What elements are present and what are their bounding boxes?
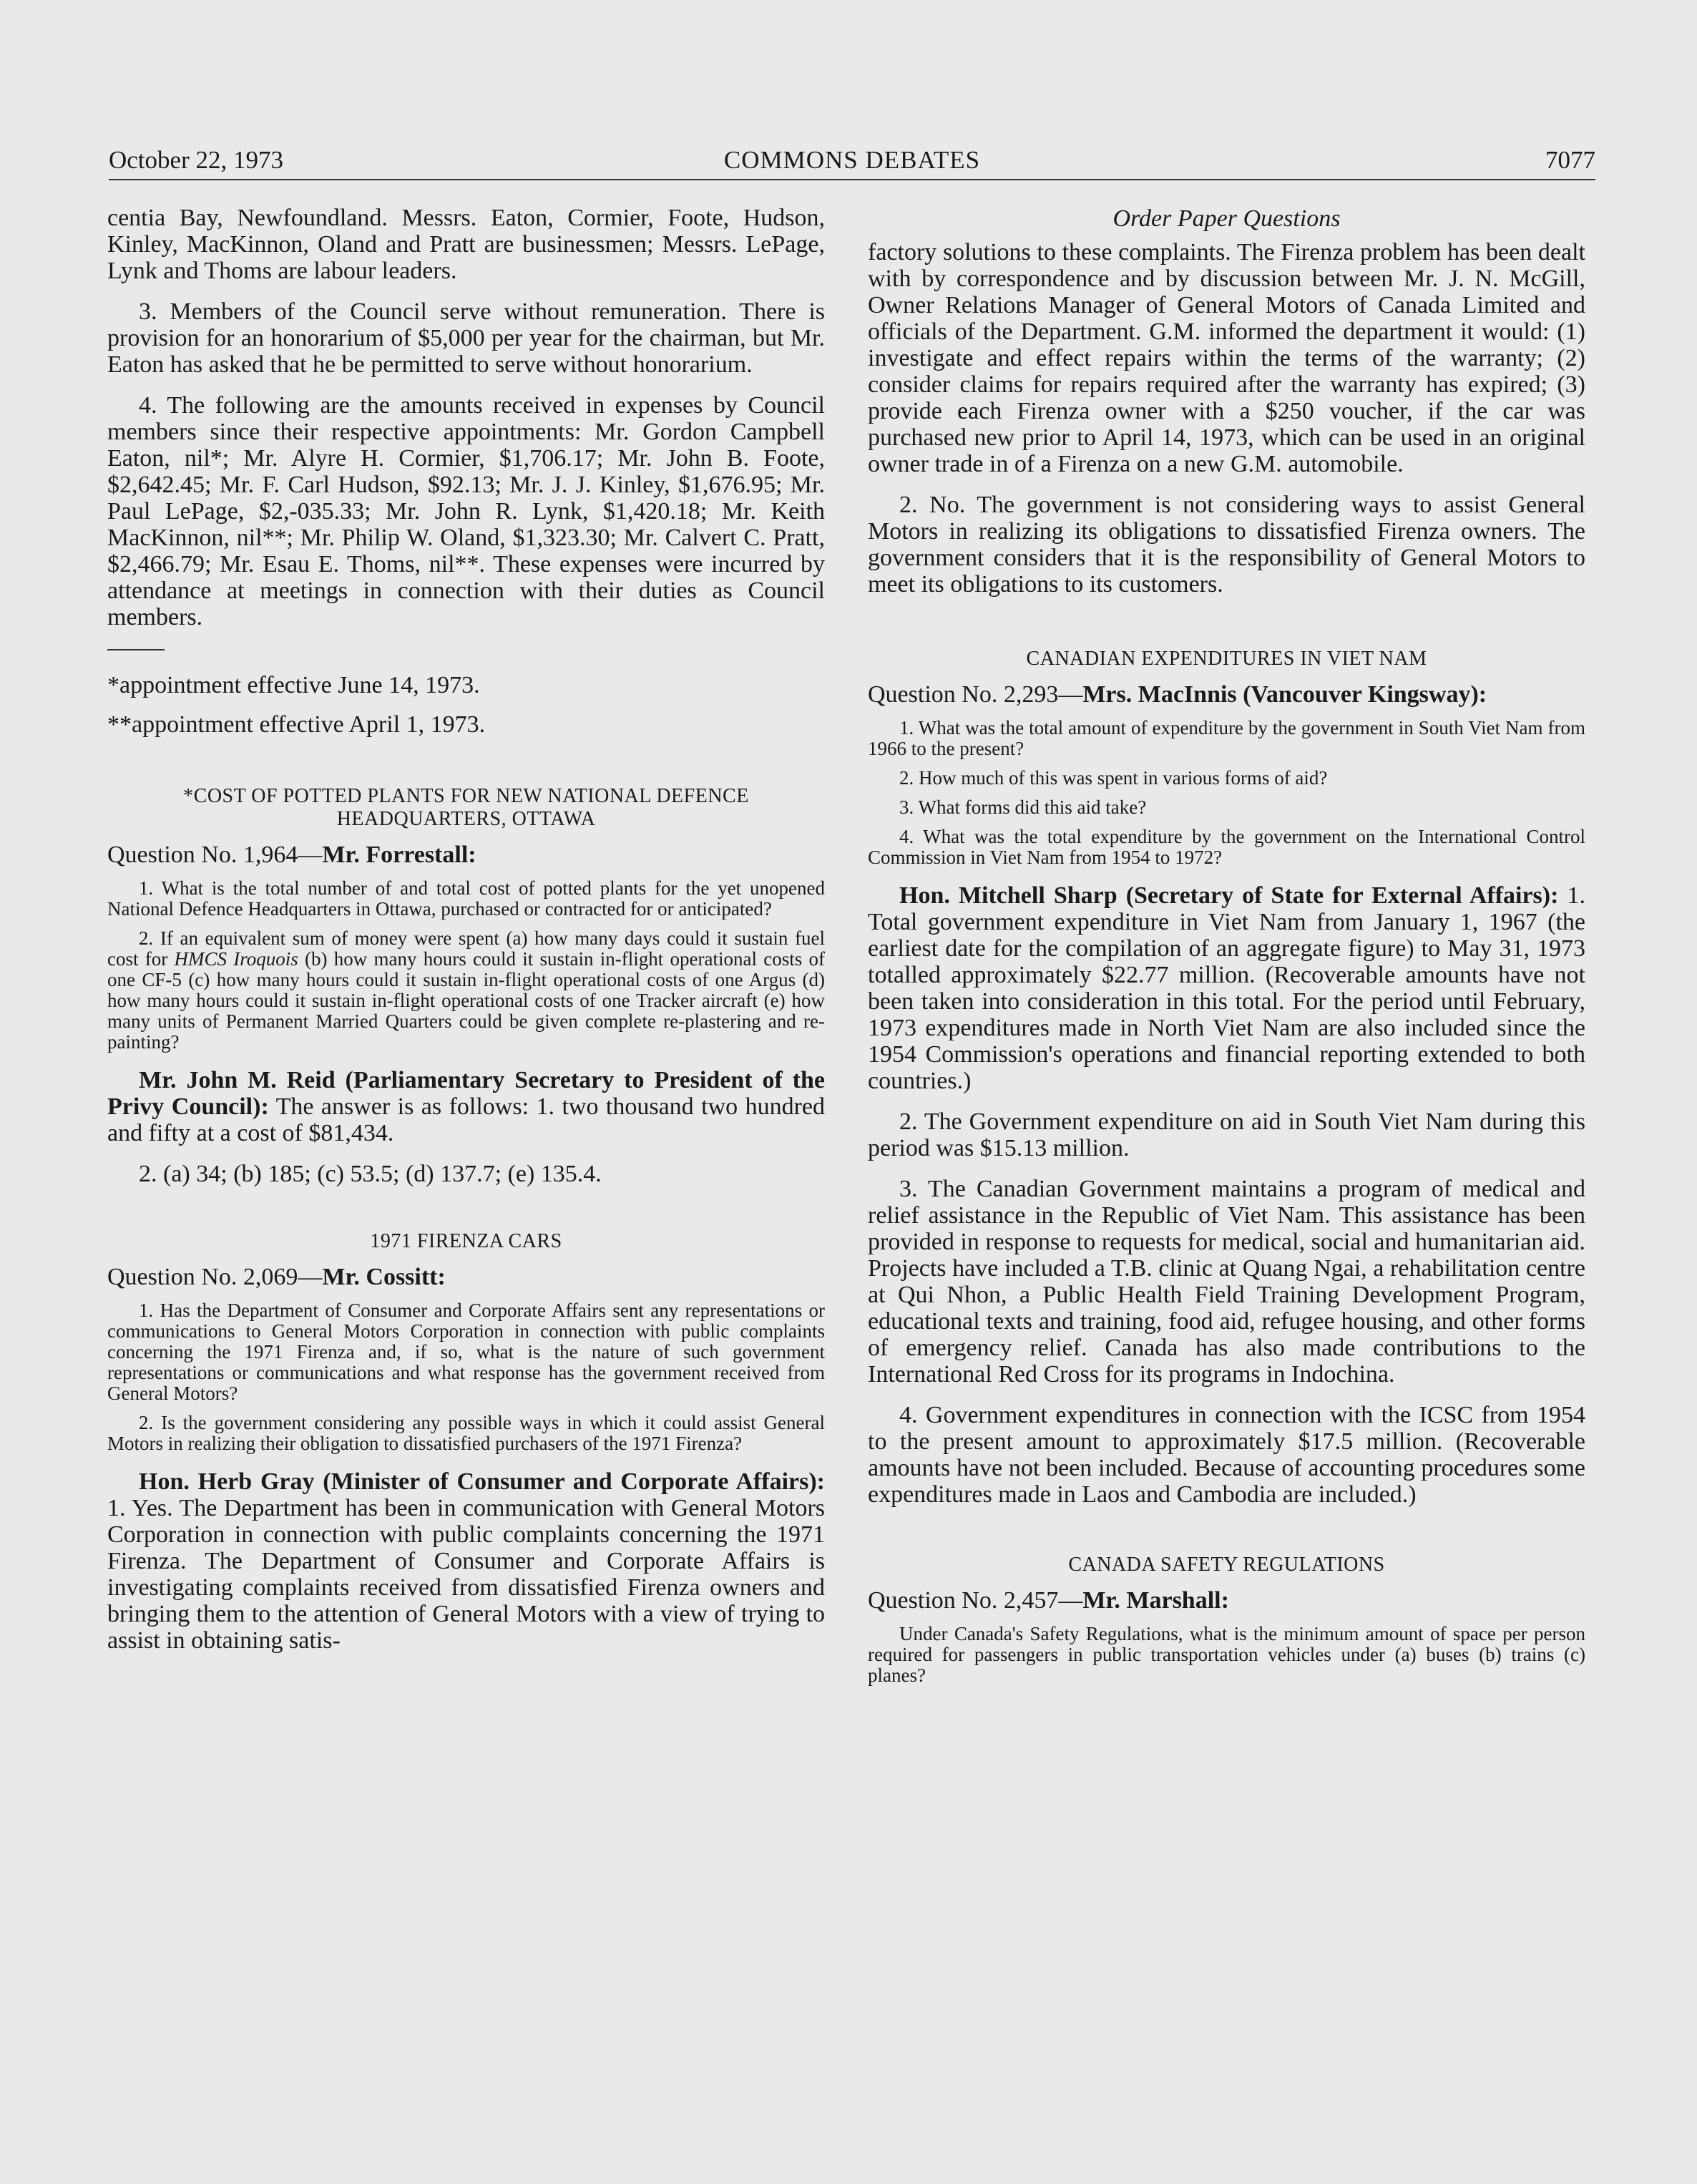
page-header — [109, 143, 1595, 180]
speaker: Hon. Herb Gray (Minister of Consumer and Corporate Affairs): — [139, 1468, 825, 1495]
answer: 2. The Government expenditure on aid in South Viet Nam during this period was $15.13 million. — [868, 1108, 1585, 1161]
answer: 2. (a) 34; (b) 185; (c) 53.5; (d) 137.7; (e) 135.4. — [139, 1161, 602, 1187]
member-name: Mr. Marshall: — [1082, 1587, 1229, 1614]
member-name: Mr. Forrestall: — [322, 842, 476, 868]
question-text: 2. Is the government considering any possible ways in which it could assist General Motors in realizing their obligation to dissatisfied purchasers of the 1971 Firenza? — [107, 1412, 825, 1454]
section-heading: CANADIAN EXPENDITURES IN VIET NAM — [1026, 648, 1427, 670]
question-text: Under Canada's Safety Regulations, what is the minimum amount of space per person required for passengers in public transportation vehicles under (a) buses (b) trains (c) planes? — [868, 1623, 1585, 1686]
footnote: **appointment effective April 1, 1973. — [107, 711, 486, 738]
question-text: 1. Has the Department of Consumer and Corporate Affairs sent any representations or communications to General Motors Corporation in connection with public complaints concerning the 1971 Firenza and, if so, what is the nature of such government representations or communications and what response has the government received from General Motors? — [107, 1300, 825, 1404]
answer: Hon. Herb Gray (Minister of Consumer and Corporate Affairs): 1. Yes. The Department has been in communication with General Motors Corporation in connection with public complaints concerning the 1971 Firenza. The Department of Consumer and Corporate Affairs is investigating complaints received from dissatisfied Firenza owners and bringing them to the attention of General Motors with a view of trying to assist in obtaining satis- — [107, 1468, 825, 1654]
header-date: October 22, 1973 — [109, 146, 283, 174]
paragraph: 2. No. The government is not considering ways to assist General Motors in realizing its obligations to dissatisfied Firenza owners. The government considers that it is the responsibility of General Motors to meet its obligations to its customers. — [868, 492, 1585, 598]
paragraph: factory solutions to these complaints. The Firenza problem has been dealt with by correspondence and by discussion between Mr. J. N. McGill, Owner Relations Manager of General Motors of Canada Limited and officials of the Department. G.M. informed the department it would: (1) investigate and effect repairs within the terms of the warranty; (2) consider claims for repairs required after the warranty has expired; (3) provide each Firenza owner with a $250 voucher, if the car was purchased new prior to April 14, 1973, which can be used in an original owner trade in of a Firenza on a new G.M. automobile. — [868, 239, 1585, 477]
section-heading: HEADQUARTERS, OTTAWA — [336, 808, 596, 830]
section-heading: *COST OF POTTED PLANTS FOR NEW NATIONAL DEFENCE — [183, 785, 749, 807]
question-number: Question No. 2,069—Mr. Cossitt: — [107, 1264, 446, 1290]
paragraph: 3. Members of the Council serve without remuneration. There is provision for an honorarium of $5,000 per year for the chairman, but Mr. Eaton has asked that he be permitted to serve without honorarium. — [107, 298, 825, 378]
question-text: 2. If an equivalent sum of money were spent (a) how many days could it sustain fuel cost for HMCS Iroquois (b) how many hours could it sustain in-flight operational costs of one CF-5 (c) how many hours could it sustain in-flight operational costs of one Argus (d) how many hours could it sustain in-flight operational costs of one Tracker aircraft (e) how many units of Permanent Married Quarters could be given complete re-plastering and re-painting? — [107, 927, 825, 1053]
section-heading: CANADA SAFETY REGULATIONS — [1068, 1554, 1385, 1576]
paragraph: centia Bay, Newfoundland. Messrs. Eaton, Cormier, Foote, Hudson, Kinley, MacKinnon, Oland and Pratt are businessmen; Messrs. LePage, Lynk and Thoms are labour leaders. — [107, 205, 825, 284]
footnote-divider — [107, 649, 165, 650]
section-heading: 1971 FIRENZA CARS — [370, 1230, 562, 1252]
answer: 4. Government expenditures in connection with the ICSC from 1954 to the present amount to approximately $17.5 million. (Recoverable amounts have not been included. Because of accounting procedures some expenditures made in Laos and Cambodia are included.) — [868, 1402, 1585, 1508]
ship-name: HMCS Iroquois — [174, 948, 298, 970]
answer: Mr. John M. Reid (Parliamentary Secretary to President of the Privy Council): The answer is as follows: 1. two thousand two hundred and fifty at a cost of $81,434. — [107, 1067, 825, 1146]
question-text: 1. What was the total amount of expenditure by the government in South Viet Nam from 1966 to the present? — [868, 717, 1585, 759]
question-number: Question No. 2,457—Mr. Marshall: — [868, 1587, 1229, 1614]
paragraph: 4. The following are the amounts received in expenses by Council members since their respective appointments: Mr. Gordon Campbell Eaton, nil*; Mr. Alyre H. Cormier, $1,706.17; Mr. John B. Foote, $2,642.45; Mr. F. Carl Hudson, $92.13; Mr. J. J. Kinley, $1,676.95; Mr. Paul LePage, $2,-035.33; Mr. John R. Lynk, $1,420.18; Mr. Keith MacKinnon, nil**; Mr. Philip W. Oland, $1,323.30; Mr. Calvert C. Pratt, $2,466.79; Mr. Esau E. Thoms, nil**. These expenses were incurred by attendance at meetings in connection with their duties as Council members. — [107, 392, 825, 630]
header-page-number: 7077 — [1545, 146, 1595, 174]
question-number: Question No. 1,964—Mr. Forrestall: — [107, 842, 476, 868]
question-text: 1. What is the total number of and total cost of potted plants for the yet unopened National Defence Headquarters in Ottawa, purchased or contracted for or anticipated? — [107, 877, 825, 920]
question-text: 2. How much of this was spent in various forms of aid? — [899, 767, 1328, 789]
answer: Hon. Mitchell Sharp (Secretary of State for External Affairs): 1. Total government expenditure in Viet Nam from January 1, 1967 (the earliest date for the compilation of an aggregate figure) to May 31, 1973 totalled approximately $22.77 million. (Recoverable amounts have not been taken into consideration in this total. For the period until February, 1973 expenditures made in North Viet Nam are also included since the 1954 Commission's operations and financial reporting extended to both countries.) — [868, 882, 1585, 1094]
left-column — [107, 205, 825, 1668]
speaker: Hon. Mitchell Sharp (Secretary of State for External Affairs): — [899, 882, 1559, 909]
answer: 3. The Canadian Government maintains a program of medical and relief assistance in the Republic of Viet Nam. This assistance has been provided in response to requests for medical, social and humanitarian aid. Projects have included a T.B. clinic at Quang Ngai, a rehabilitation centre at Qui Nhon, a Public Health Field Training Development Program, educational texts and training, food aid, refugee housing, and other forms of emergency relief. Canada has also made contributions to the International Red Cross for its programs in Indochina. — [868, 1176, 1585, 1388]
footnote: *appointment effective June 14, 1973. — [107, 672, 480, 698]
member-name: Mrs. MacInnis (Vancouver Kingsway): — [1082, 681, 1487, 708]
question-number: Question No. 2,293—Mrs. MacInnis (Vancouver Kingsway): — [868, 681, 1487, 708]
speaker: Mr. John M. Reid (Parliamentary Secretary to President of the Privy Council): — [107, 1067, 825, 1120]
right-column — [868, 239, 1585, 1695]
running-head: Order Paper Questions — [1112, 205, 1341, 232]
question-text: 3. What forms did this aid take? — [899, 796, 1147, 818]
question-text: 4. What was the total expenditure by the government on the International Control Commission in Viet Nam from 1954 to 1972? — [868, 826, 1585, 868]
member-name: Mr. Cossitt: — [322, 1264, 446, 1290]
header-title: COMMONS DEBATES — [723, 146, 981, 174]
